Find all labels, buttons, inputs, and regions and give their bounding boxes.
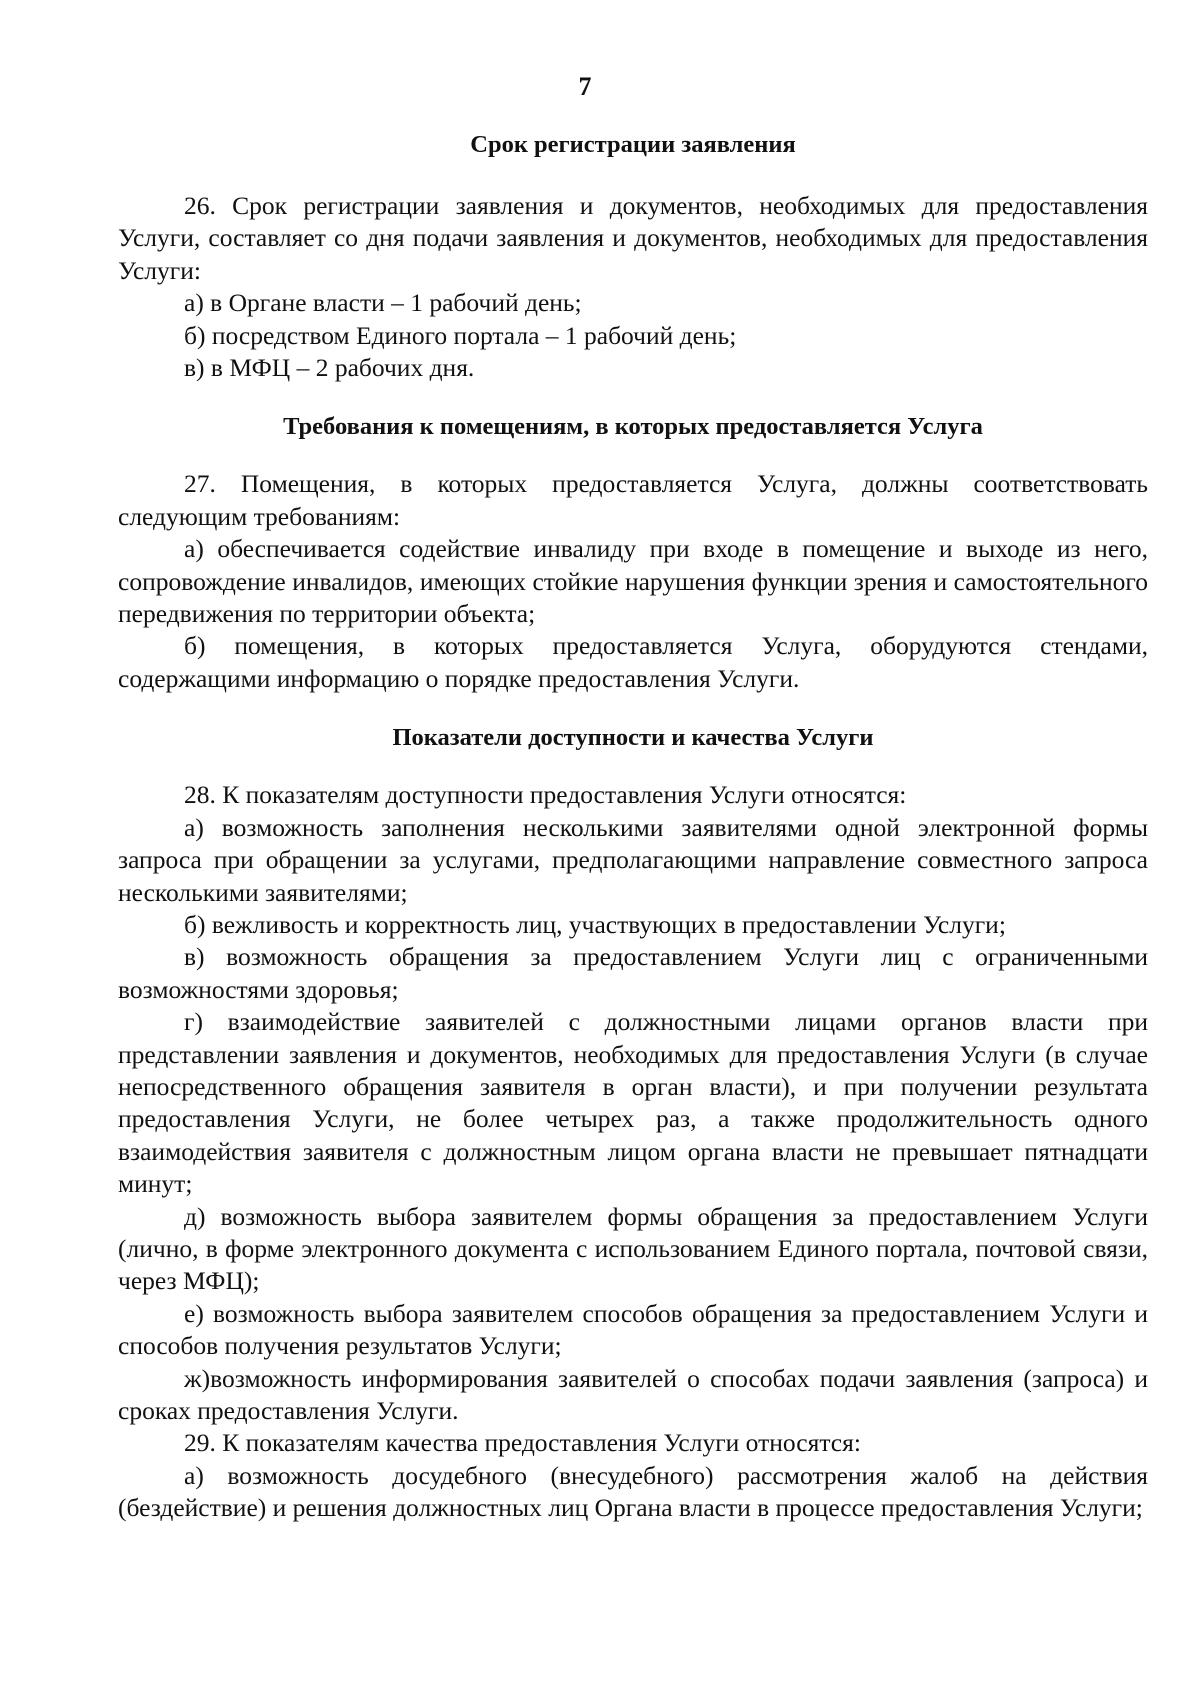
section-heading: Требования к помещениям, в которых предоставляется Услуга <box>283 413 983 441</box>
paragraph: б) вежливость и корректность лиц, участвующих в предоставлении Услуги; <box>184 909 1006 939</box>
paragraph: д) возможность выбора заявителем формы обращения за предоставлением Услуги (лично, в форме электронного документа с использованием Единого портала, почтовой связи, через МФЦ); <box>118 1201 1148 1296</box>
section-premises-requirements <box>118 410 1148 695</box>
page-number: 7 <box>578 72 592 101</box>
section-registration-period <box>118 128 1148 384</box>
section-heading: Срок регистрации заявления <box>470 131 796 158</box>
paragraph: ж)возможность информирования заявителей о способах подачи заявления (запроса) и сроках предоставления Услуги. <box>118 1363 1148 1425</box>
section-heading: Показатели доступности и качества Услуги <box>392 724 874 752</box>
paragraph: а) в Органе власти – 1 рабочий день; <box>184 288 582 318</box>
paragraph: 27. Помещения, в которых предоставляется Услуга, должны соответствовать следующим требованиям: <box>118 469 1148 531</box>
paragraph: е) возможность выбора заявителем способов обращения за предоставлением Услуги и способов получения результатов Услуги; <box>118 1298 1148 1361</box>
paragraph: 28. К показателям доступности предоставления Услуги относятся: <box>184 780 907 810</box>
document-body <box>118 128 1148 1525</box>
paragraph: а) возможность досудебного (внесудебного) рассмотрения жалоб на действия (бездействие) и решения должностных лиц Органа власти в процессе предоставления Услуги; <box>118 1460 1148 1523</box>
paragraph: б) посредством Единого портала – 1 рабочий день; <box>184 320 737 350</box>
section-accessibility-quality <box>118 721 1148 1524</box>
paragraph: б) помещения, в которых предоставляется Услуга, оборудуются стендами, содержащими информацию о порядке предоставления Услуги. <box>118 631 1148 693</box>
paragraph: а) обеспечивается содействие инвалиду при входе в помещение и выходе из него, сопровождение инвалидов, имеющих стойкие нарушения функции зрения и самостоятельного передвижения по территории объекта; <box>118 534 1148 629</box>
paragraph: 26. Срок регистрации заявления и документов, необходимых для предоставления Услуги, составляет со дня подачи заявления и документов, необходимых для предоставления Услуги: <box>118 191 1148 285</box>
paragraph: в) возможность обращения за предоставлением Услуги лиц с ограниченными возможностями здоровья; <box>118 942 1148 1004</box>
paragraph: 29. К показателям качества предоставления Услуги относятся: <box>184 1428 861 1458</box>
paragraph: г) взаимодействие заявителей с должностными лицами органов власти при представлении заявления и документов, необходимых для предоставления Услуги (в случае непосредственного обращения заявителя в орган власти), и при получении результата предоставления Услуги, не более четырех раз, а также продолжительность одного взаимодействия заявителя с должностным лицом органа власти не превышает пятнадцати минут; <box>118 1007 1148 1199</box>
paragraph: а) возможность заполнения несколькими заявителями одной электронной формы запроса при обращении за услугами, предполагающими направление совместного запроса несколькими заявителями; <box>118 812 1148 907</box>
paragraph: в) в МФЦ – 2 рабочих дня. <box>184 353 475 383</box>
